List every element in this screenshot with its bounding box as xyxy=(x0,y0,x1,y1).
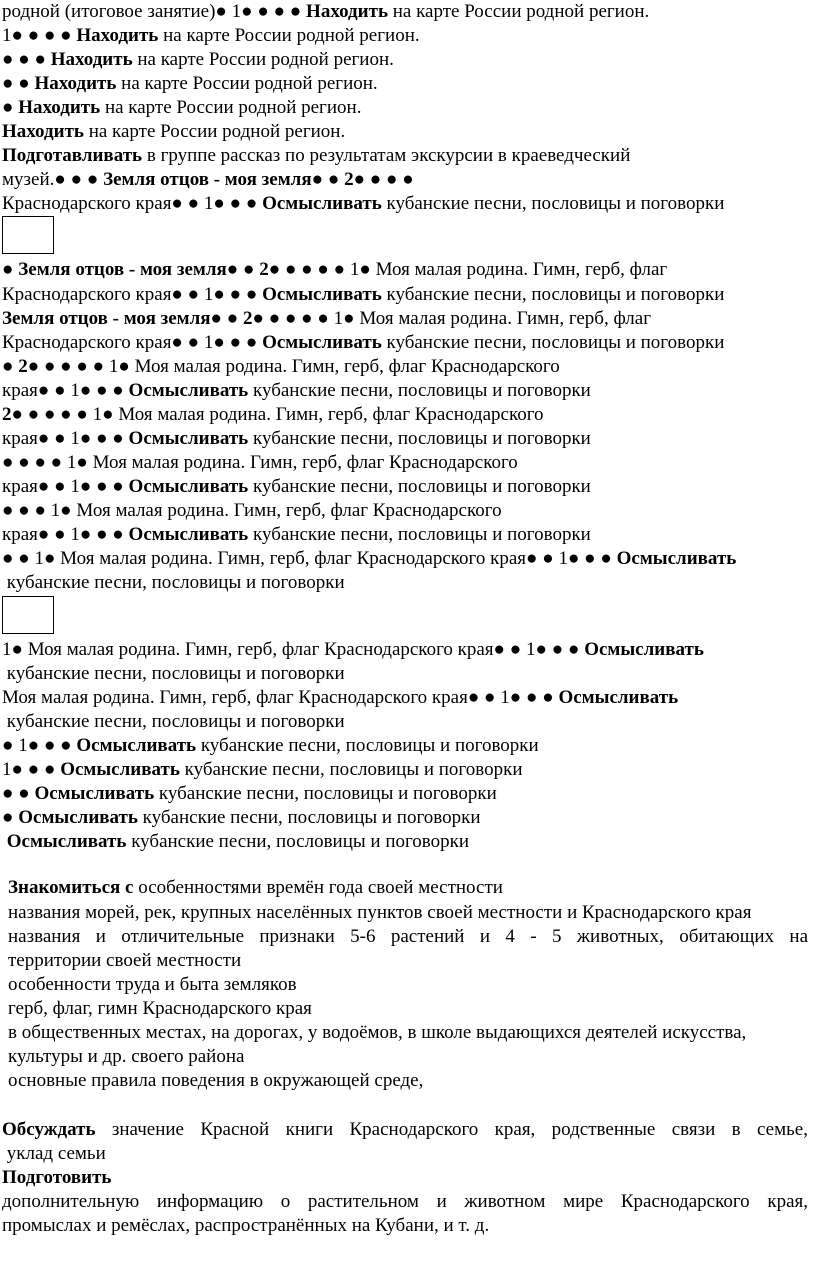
line-bold: Осмысливать xyxy=(76,735,197,756)
discuss-rest: значение Красной книги Краснодарского края, родственные связи в семье, xyxy=(95,1119,808,1140)
know-heading-rest: особенностями времён года своей местности xyxy=(133,877,503,898)
text-line-19 xyxy=(2,475,591,499)
know-item-2b: территории своей местности xyxy=(8,950,242,971)
line-text: ● 1● ● ● xyxy=(2,735,77,756)
text-line-32 xyxy=(2,830,469,854)
line-bold: Осмысливать xyxy=(616,548,737,569)
line-text-after: кубанские песни, пословицы и поговорки xyxy=(248,428,591,449)
line-text: ● ● ● ● 1● Моя малая родина. Гимн, герб, флаг Краснодарского xyxy=(2,452,518,473)
text-line-23 xyxy=(2,571,345,595)
know-item-2a: названия и отличительные признаки 5-6 растений и 4 - 5 животных, обитающих на xyxy=(8,926,808,947)
text-line-15 xyxy=(2,379,591,403)
line-text: музей. xyxy=(2,169,55,190)
discuss-cont: уклад семьи xyxy=(2,1143,106,1164)
line-bold: Осмысливать xyxy=(128,476,249,497)
line-text: ● ● xyxy=(2,73,35,94)
text-line-21 xyxy=(2,523,591,547)
line-text: ● ● ● 1● Моя малая родина. Гимн, герб, флаг Краснодарского xyxy=(2,500,502,521)
line-bold: Осмысливать xyxy=(34,783,155,804)
line-text-after: кубанские песни, пословицы и поговорки xyxy=(154,783,497,804)
line-text-after: в группе рассказ по результатам экскурсии в краеведческий xyxy=(142,145,631,166)
text-line-1 xyxy=(2,0,649,24)
line-text: ● xyxy=(2,807,19,828)
text-line-2 xyxy=(2,24,420,48)
line-text-after: кубанские песни, пословицы и поговорки xyxy=(196,735,539,756)
line-bold: Находить xyxy=(2,121,84,142)
line-text-after: кубанские песни, пословицы и поговорки xyxy=(248,476,591,497)
line-text-after: 1● Моя малая родина. Гимн, герб, флаг Краснодарского xyxy=(104,356,560,377)
text-line-20 xyxy=(2,499,502,523)
text-line-26 xyxy=(2,686,678,710)
line-text: края● ● 1● ● ● xyxy=(2,476,129,497)
line-bold: Находить xyxy=(34,73,117,94)
discuss-bold: Обсуждать xyxy=(2,1119,96,1140)
line-bold: Находить xyxy=(76,25,159,46)
know-item-3: особенности труда и быта земляков xyxy=(8,974,297,995)
line-bold: Осмысливать xyxy=(128,524,249,545)
text-line-10 xyxy=(2,258,667,282)
text-line-12 xyxy=(2,307,651,331)
text-line-27 xyxy=(2,710,345,734)
line-text-after: кубанские песни, пословицы и поговорки xyxy=(381,193,725,214)
line-text: 1● ● ● xyxy=(2,759,61,780)
know-item-4: герб, флаг, гимн Краснодарского края xyxy=(8,998,312,1019)
line-text-after: кубанские песни, пословицы и поговорки xyxy=(248,380,591,401)
text-line-22 xyxy=(2,547,736,571)
line-bold: Осмысливать xyxy=(262,193,382,214)
line-bold: ● ● ● Земля отцов - моя земля● ● 2● ● ● ● xyxy=(54,169,414,190)
line-text-after: кубанские песни, пословицы и поговорки xyxy=(126,831,470,852)
line-bold: Находить xyxy=(50,49,133,70)
line-bold: Осмысливать xyxy=(60,759,180,780)
text-line-5 xyxy=(2,96,361,120)
discuss-line xyxy=(2,1118,808,1142)
text-line-3 xyxy=(2,48,394,72)
text-line-16 xyxy=(2,403,544,427)
line-text: ● xyxy=(2,97,19,118)
know-heading xyxy=(8,876,503,900)
line-text-after: на карте России родной регион. xyxy=(100,97,362,118)
text-line-6 xyxy=(2,120,345,144)
line-text: края● ● 1● ● ● xyxy=(2,380,129,401)
line-text-after: на карте России родной регион. xyxy=(388,1,650,22)
line-text: Краснодарского края● ● 1● ● ● xyxy=(2,332,263,353)
prepare-heading: Подготовить xyxy=(2,1167,112,1188)
line-bold: Осмысливать xyxy=(558,687,679,708)
line-text: края● ● 1● ● ● xyxy=(2,524,129,545)
line-text: Моя малая родина. Гимн, герб, флаг Краснодарского края● ● 1● ● ● xyxy=(2,687,559,708)
line-text: кубанские песни, пословицы и поговорки xyxy=(2,711,345,732)
line-text: Краснодарского края● ● 1● ● ● xyxy=(2,193,263,214)
text-line-13 xyxy=(2,331,724,355)
line-bold: Подготавливать xyxy=(2,145,143,166)
line-text-after: кубанские песни, пословицы и поговорки xyxy=(248,524,591,545)
line-bold: Осмысливать xyxy=(6,831,127,852)
prepare-line-1: дополнительную информацию о растительном и животном мире Краснодарского края, xyxy=(2,1191,808,1212)
line-text-after: 1● Моя малая родина. Гимн, герб, флаг xyxy=(328,308,652,329)
text-line-24 xyxy=(2,638,704,662)
text-line-31 xyxy=(2,806,481,830)
line-text: Краснодарского края● ● 1● ● ● xyxy=(2,284,263,305)
text-line-9 xyxy=(2,192,724,216)
line-text: кубанские песни, пословицы и поговорки xyxy=(2,663,345,684)
line-bold: ● Земля отцов - моя земля● ● 2● ● ● ● ● xyxy=(2,259,346,280)
line-bold: Осмысливать xyxy=(128,428,249,449)
line-text-after: на карте России родной регион. xyxy=(158,25,420,46)
line-bold: Находить xyxy=(18,97,101,118)
line-bold: Осмысливать xyxy=(262,332,382,353)
line-bold: Находить xyxy=(306,1,388,22)
text-line-28 xyxy=(2,734,539,758)
line-bold: Осмысливать xyxy=(262,284,382,305)
line-text: родной (итоговое занятие)● 1● ● ● ● xyxy=(2,1,307,22)
line-bold: ● 2● ● ● ● ● xyxy=(2,356,105,377)
know-item-5b: культуры и др. своего района xyxy=(8,1046,245,1067)
text-line-18 xyxy=(2,451,518,475)
line-text-after: кубанские песни, пословицы и поговорки xyxy=(381,332,725,353)
know-heading-bold: Знакомиться с xyxy=(8,877,134,898)
line-bold: Осмысливать xyxy=(18,807,138,828)
line-text-after: на карте России родной регион. xyxy=(132,49,394,70)
line-text-after: кубанские песни, пословицы и поговорки xyxy=(179,759,523,780)
text-line-7 xyxy=(2,144,630,168)
text-line-8 xyxy=(2,168,414,192)
text-line-11 xyxy=(2,283,724,307)
text-line-14 xyxy=(2,355,560,379)
line-text: ● ● 1● Моя малая родина. Гимн, герб, флаг Краснодарского края● ● 1● ● ● xyxy=(2,548,617,569)
line-text: ● ● ● xyxy=(2,49,51,70)
line-text-after: кубанские песни, пословицы и поговорки xyxy=(381,284,725,305)
line-text-after: на карте России родной регион. xyxy=(116,73,378,94)
know-item-6: основные правила поведения в окружающей среде, xyxy=(8,1070,424,1091)
line-bold: Осмысливать xyxy=(128,380,249,401)
text-line-4 xyxy=(2,72,378,96)
line-text-after: на карте России родной регион. xyxy=(83,121,346,142)
know-item-5a: в общественных местах, на дорогах, у водоёмов, в школе выдающихся деятелей искусства, xyxy=(8,1022,747,1043)
line-bold: Осмысливать xyxy=(584,639,704,660)
text-line-30 xyxy=(2,782,497,806)
empty-box-1 xyxy=(2,216,54,254)
line-text-after: 1● Моя малая родина. Гимн, герб, флаг Краснодарского xyxy=(87,404,544,425)
line-text: кубанские песни, пословицы и поговорки xyxy=(2,572,345,593)
line-text: края● ● 1● ● ● xyxy=(2,428,129,449)
line-text: 1● ● ● ● xyxy=(2,25,77,46)
know-item-1: названия морей, рек, крупных населённых пунктов своей местности и Краснодарского края xyxy=(8,902,752,923)
line-bold: 2● ● ● ● ● xyxy=(2,404,88,425)
text-line-25 xyxy=(2,662,345,686)
line-text-after: кубанские песни, пословицы и поговорки xyxy=(137,807,481,828)
text-line-29 xyxy=(2,758,523,782)
line-bold: Земля отцов - моя земля● ● 2● ● ● ● ● xyxy=(2,308,329,329)
prepare-line-2: промыслах и ремёслах, распространённых на Кубани, и т. д. xyxy=(2,1215,490,1236)
line-text-after: 1● Моя малая родина. Гимн, герб, флаг xyxy=(345,259,668,280)
empty-box-2 xyxy=(2,596,54,634)
text-line-17 xyxy=(2,427,591,451)
line-text: 1● Моя малая родина. Гимн, герб, флаг Краснодарского края● ● 1● ● ● xyxy=(2,639,585,660)
line-text: ● ● xyxy=(2,783,35,804)
